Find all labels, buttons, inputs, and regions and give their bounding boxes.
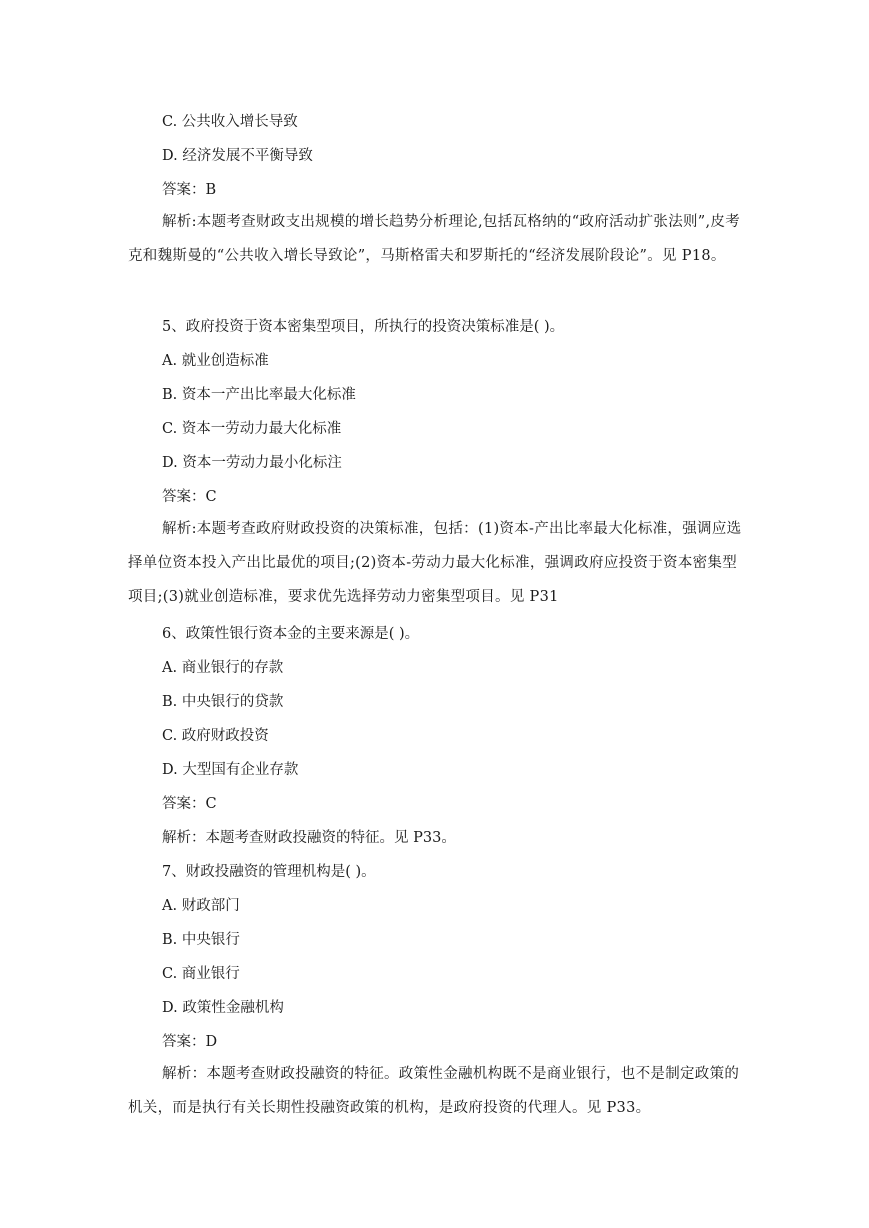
q5-option-a: A. 就业创造标准 — [162, 353, 269, 369]
q6-option-a: A. 商业银行的存款 — [162, 660, 284, 676]
analysis-paragraph: 解析:本题考查财政支出规模的增长趋势分析理论,包括瓦格纳的“政府活动扩张法则”,皮考克和魏斯曼的“公共收入增长导致论”，马斯格雷夫和罗斯托的“经济发展阶段论”。见 P18。 — [128, 214, 741, 264]
q6-analysis: 解析：本题考查财政投融资的特征。见 P33。 — [162, 830, 456, 846]
answer-text: 答案：B — [162, 182, 217, 198]
question-5: 5、政府投资于资本密集型项目，所执行的投资决策标准是( )。 — [162, 319, 565, 335]
q5-option-d: D. 资本一劳动力最小化标注 — [162, 455, 342, 471]
q7-option-c: C. 商业银行 — [162, 966, 240, 982]
q6-option-c: C. 政府财政投资 — [162, 728, 269, 744]
q5-answer: 答案：C — [162, 489, 217, 505]
q7-answer: 答案：D — [162, 1034, 218, 1050]
q7-option-b: B. 中央银行 — [162, 932, 240, 948]
option-d: D. 经济发展不平衡导致 — [162, 148, 313, 164]
q5-analysis: 解析:本题考查政府财政投资的决策标准，包括：(1)资本-产出比率最大化标准，强调应选择单位资本投入产出比最优的项目;(2)资本-劳动力最大化标准，强调政府应投资于资本密集型项目;(3)就业创造标准，要求优先选择劳动力密集型项目。见 P31 — [128, 521, 742, 605]
q6-option-b: B. 中央银行的贷款 — [162, 694, 284, 710]
q6-answer: 答案：C — [162, 796, 217, 812]
option-c: C. 公共收入增长导致 — [162, 114, 298, 130]
q6-option-d: D. 大型国有企业存款 — [162, 762, 299, 778]
question-6: 6、政策性银行资本金的主要来源是( )。 — [162, 626, 420, 642]
q5-option-c: C. 资本一劳动力最大化标准 — [162, 421, 342, 437]
question-7: 7、财政投融资的管理机构是( )。 — [162, 864, 376, 880]
q7-option-a: A. 财政部门 — [162, 898, 240, 914]
q7-option-d: D. 政策性金融机构 — [162, 1000, 284, 1016]
q7-analysis: 解析：本题考查财政投融资的特征。政策性金融机构既不是商业银行，也不是制定政策的机关，而是执行有关长期性投融资政策的机构，是政府投资的代理人。见 P33。 — [128, 1066, 740, 1116]
q5-option-b: B. 资本一产出比率最大化标准 — [162, 387, 356, 403]
